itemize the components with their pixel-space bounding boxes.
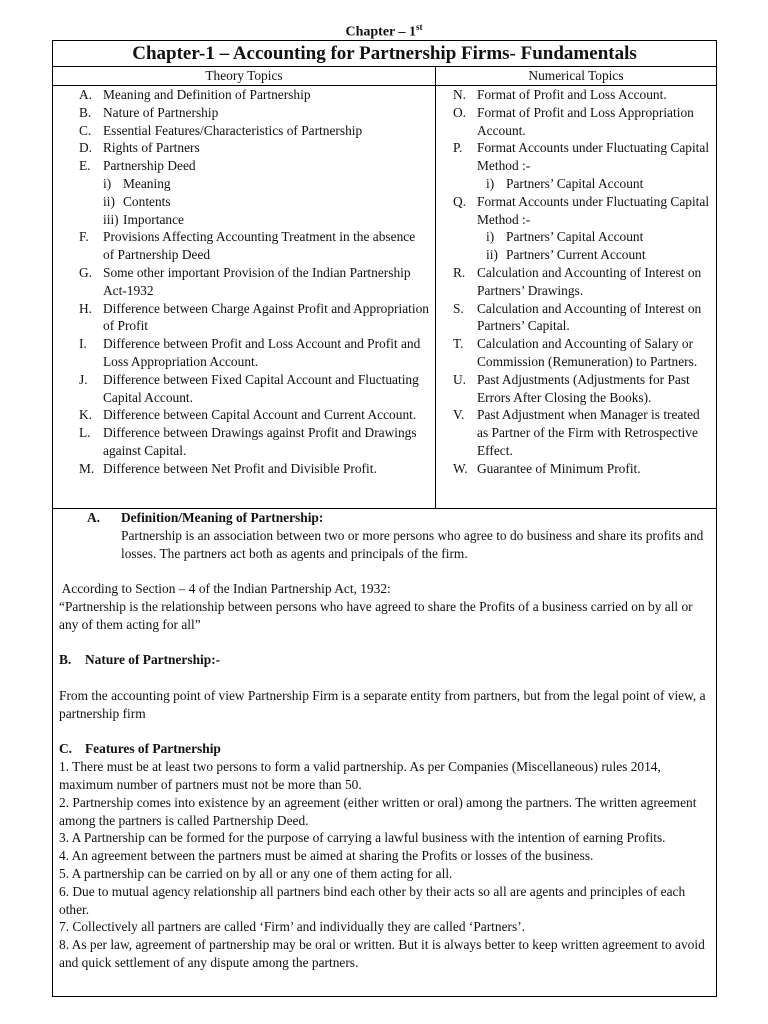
topic-text: Essential Features/Characteristics of Partnership: [103, 122, 363, 138]
chapter-header: [0, 22, 768, 41]
topic-text: Meaning and Definition of Partnership: [103, 87, 311, 102]
topic-text: Provisions Affecting Accounting Treatment in the absence of Partnership Deed: [103, 229, 416, 263]
topic-text: Format of Profit and Loss Account.: [477, 87, 667, 102]
feature-point: 2. Partnership comes into existence by an agreement (either written or oral) among the partners. The written agreement among the partners is called Partnership Deed.: [59, 794, 697, 828]
topic-text: Difference between Charge Against Profit and Appropriation of Profit: [103, 300, 429, 334]
topic-text: Partnership Deed: [103, 158, 196, 174]
topic-letter: R.: [453, 264, 466, 280]
topic-text: Difference between Drawings against Profit and Drawings against Capital.: [103, 425, 417, 458]
topic-letter: K.: [79, 407, 93, 423]
topic-letter: J.: [79, 371, 88, 387]
topic-item: [436, 460, 716, 478]
topic-text: Rights of Partners: [103, 140, 200, 156]
topic-item: [53, 86, 435, 104]
topic-item: [53, 157, 435, 175]
topic-letter: I.: [79, 336, 87, 352]
topic-text: Past Adjustment when Manager is treated as Partner of the Firm with Retrospective Effect.: [477, 407, 700, 458]
topic-item: [436, 371, 716, 407]
section-b-letter: B.: [59, 652, 72, 668]
partnership-quote: “Partnership is the relationship between persons who have agreed to share the Profits of a business carried on by all or any of them acting for all”: [59, 598, 693, 632]
section-c-title: Features of Partnership: [85, 741, 221, 757]
topic-text: Format Accounts under Fluctuating Capital Method :-: [477, 193, 710, 227]
topic-letter: C.: [79, 122, 92, 138]
topic-text: Difference between Fixed Capital Account and Fluctuating Capital Account.: [103, 371, 419, 405]
feature-point: 7. Collectively all partners are called ‘Firm’ and individually they are called ‘Partners’.: [59, 919, 526, 935]
sub-topic-numeral: i): [103, 175, 112, 191]
content-frame: [52, 40, 717, 997]
sub-topic-item: [436, 228, 716, 246]
theory-column: [53, 67, 436, 508]
topic-text: Calculation and Accounting of Interest on Partners’ Capital.: [477, 300, 702, 334]
sub-topic-text: Contents: [123, 193, 171, 209]
topic-item: [53, 139, 435, 157]
sub-topic-text: Partners’ Capital Account: [506, 229, 644, 245]
body-section: [53, 509, 716, 972]
topic-item: [436, 139, 716, 175]
feature-point: 1. There must be at least two persons to form a valid partnership. As per Companies (Miscellaneous) rules 2014, maximum number of partners must not be more than 50.: [59, 759, 661, 792]
topic-item: [436, 406, 716, 459]
topic-item: [53, 406, 435, 424]
sub-topic-item: [436, 246, 716, 264]
topic-text: Difference between Profit and Loss Account and Profit and Loss Appropriation Account.: [103, 336, 421, 369]
features-list: [59, 758, 710, 972]
numerical-list: [436, 86, 716, 478]
topic-letter: L.: [79, 425, 91, 441]
topic-letter: N.: [453, 87, 467, 102]
feature-point: 8. As per law, agreement of partnership may be oral or written. But it is always better to keep written agreement to avoid and quick settlement of any dispute among the partners.: [59, 937, 705, 970]
theory-list: [53, 86, 435, 478]
topic-text: Format of Profit and Loss Appropriation Account.: [477, 104, 694, 138]
topic-item: [53, 335, 435, 371]
section-a-title: Definition/Meaning of Partnership:: [121, 510, 324, 525]
topic-text: Format Accounts under Fluctuating Capital Method :-: [477, 140, 710, 174]
topic-letter: T.: [453, 336, 464, 352]
numerical-column: [436, 67, 716, 508]
topic-item: [53, 371, 435, 407]
topic-letter: E.: [79, 158, 91, 174]
topic-letter: G.: [79, 264, 93, 280]
chapter-superscript: st: [416, 22, 423, 32]
topic-text: Difference between Capital Account and Current Account.: [103, 407, 417, 423]
topic-item: [53, 460, 435, 478]
section-b-title: Nature of Partnership:-: [85, 652, 221, 668]
sub-topic-item: [53, 193, 435, 211]
topic-item: [53, 122, 435, 140]
feature-point: 4. An agreement between the partners must be aimed at sharing the Profits or losses of the business.: [59, 848, 594, 864]
topic-item: [53, 424, 435, 460]
theory-heading: Theory Topics: [53, 67, 435, 86]
sub-topic-text: Partners’ Capital Account: [506, 175, 644, 191]
topic-text: Past Adjustments (Adjustments for Past Errors After Closing the Books).: [477, 371, 690, 405]
topics-table: [53, 67, 716, 509]
topic-letter: A.: [79, 87, 93, 102]
page-title: Chapter-1 – Accounting for Partnership Firms- Fundamentals: [53, 41, 716, 67]
section-b-heading: [59, 651, 710, 669]
chapter-label: Chapter – 1: [345, 24, 417, 40]
section-a-paragraph: Partnership is an association between two or more persons who agree to do business and share its profits and losses. The partners act both as agents and principals of the firm.: [121, 527, 704, 561]
topic-text: Calculation and Accounting of Salary or Commission (Remuneration) to Partners.: [477, 336, 698, 369]
sub-topic-text: Importance: [123, 211, 184, 227]
topic-letter: F.: [79, 229, 89, 245]
topic-letter: S.: [453, 300, 464, 316]
topic-letter: Q.: [453, 193, 467, 209]
section-a-heading: [59, 509, 710, 527]
numerical-heading: Numerical Topics: [436, 67, 716, 86]
topic-text: Guarantee of Minimum Profit.: [477, 460, 641, 476]
topic-text: Some other important Provision of the Indian Partnership Act-1932: [103, 264, 411, 298]
topic-item: [436, 104, 716, 140]
sub-topic-item: [53, 211, 435, 229]
topic-item: [53, 104, 435, 122]
section-c-heading: [59, 740, 710, 758]
topic-letter: O.: [453, 104, 467, 120]
sub-topic-text: Partners’ Current Account: [506, 247, 646, 263]
sub-topic-numeral: i): [486, 175, 495, 191]
section-reference: According to Section – 4 of the Indian Partnership Act, 1932:: [59, 581, 391, 597]
topic-text: Nature of Partnership: [103, 104, 219, 120]
topic-letter: H.: [79, 300, 93, 316]
topic-letter: D.: [79, 140, 93, 156]
topic-item: [436, 193, 716, 229]
topic-item: [53, 264, 435, 300]
feature-point: 6. Due to mutual agency relationship all partners bind each other by their acts so all are agents and principles of each other.: [59, 883, 686, 917]
feature-point: 5. A partnership can be carried on by all or any one of them acting for all.: [59, 865, 453, 881]
sub-topic-item: [53, 175, 435, 193]
sub-topic-numeral: ii): [486, 247, 498, 263]
topic-letter: W.: [453, 460, 468, 476]
topic-item: [436, 300, 716, 336]
topic-letter: U.: [453, 371, 467, 387]
sub-topic-numeral: iii): [103, 211, 119, 227]
topic-letter: B.: [79, 104, 92, 120]
feature-point: 3. A Partnership can be formed for the purpose of carrying a lawful business with the intention of earning Profits.: [59, 830, 666, 846]
topic-letter: V.: [453, 407, 465, 423]
sub-topic-numeral: i): [486, 229, 495, 245]
topic-item: [436, 86, 716, 104]
section-c-letter: C.: [59, 741, 73, 757]
topic-text: Difference between Net Profit and Divisible Profit.: [103, 460, 377, 476]
section-a-letter: A.: [87, 510, 101, 525]
sub-topic-numeral: ii): [103, 193, 115, 209]
topic-item: [436, 335, 716, 371]
topic-letter: M.: [79, 460, 95, 476]
topic-letter: P.: [453, 140, 463, 156]
topic-text: Calculation and Accounting of Interest on Partners’ Drawings.: [477, 264, 702, 298]
sub-topic-text: Meaning: [123, 175, 171, 191]
sub-topic-item: [436, 175, 716, 193]
section-b-paragraph: From the accounting point of view Partnership Firm is a separate entity from partners, but from the legal point of view, a partnership firm: [59, 687, 706, 721]
topic-item: [53, 228, 435, 264]
topic-item: [53, 300, 435, 336]
topic-item: [436, 264, 716, 300]
